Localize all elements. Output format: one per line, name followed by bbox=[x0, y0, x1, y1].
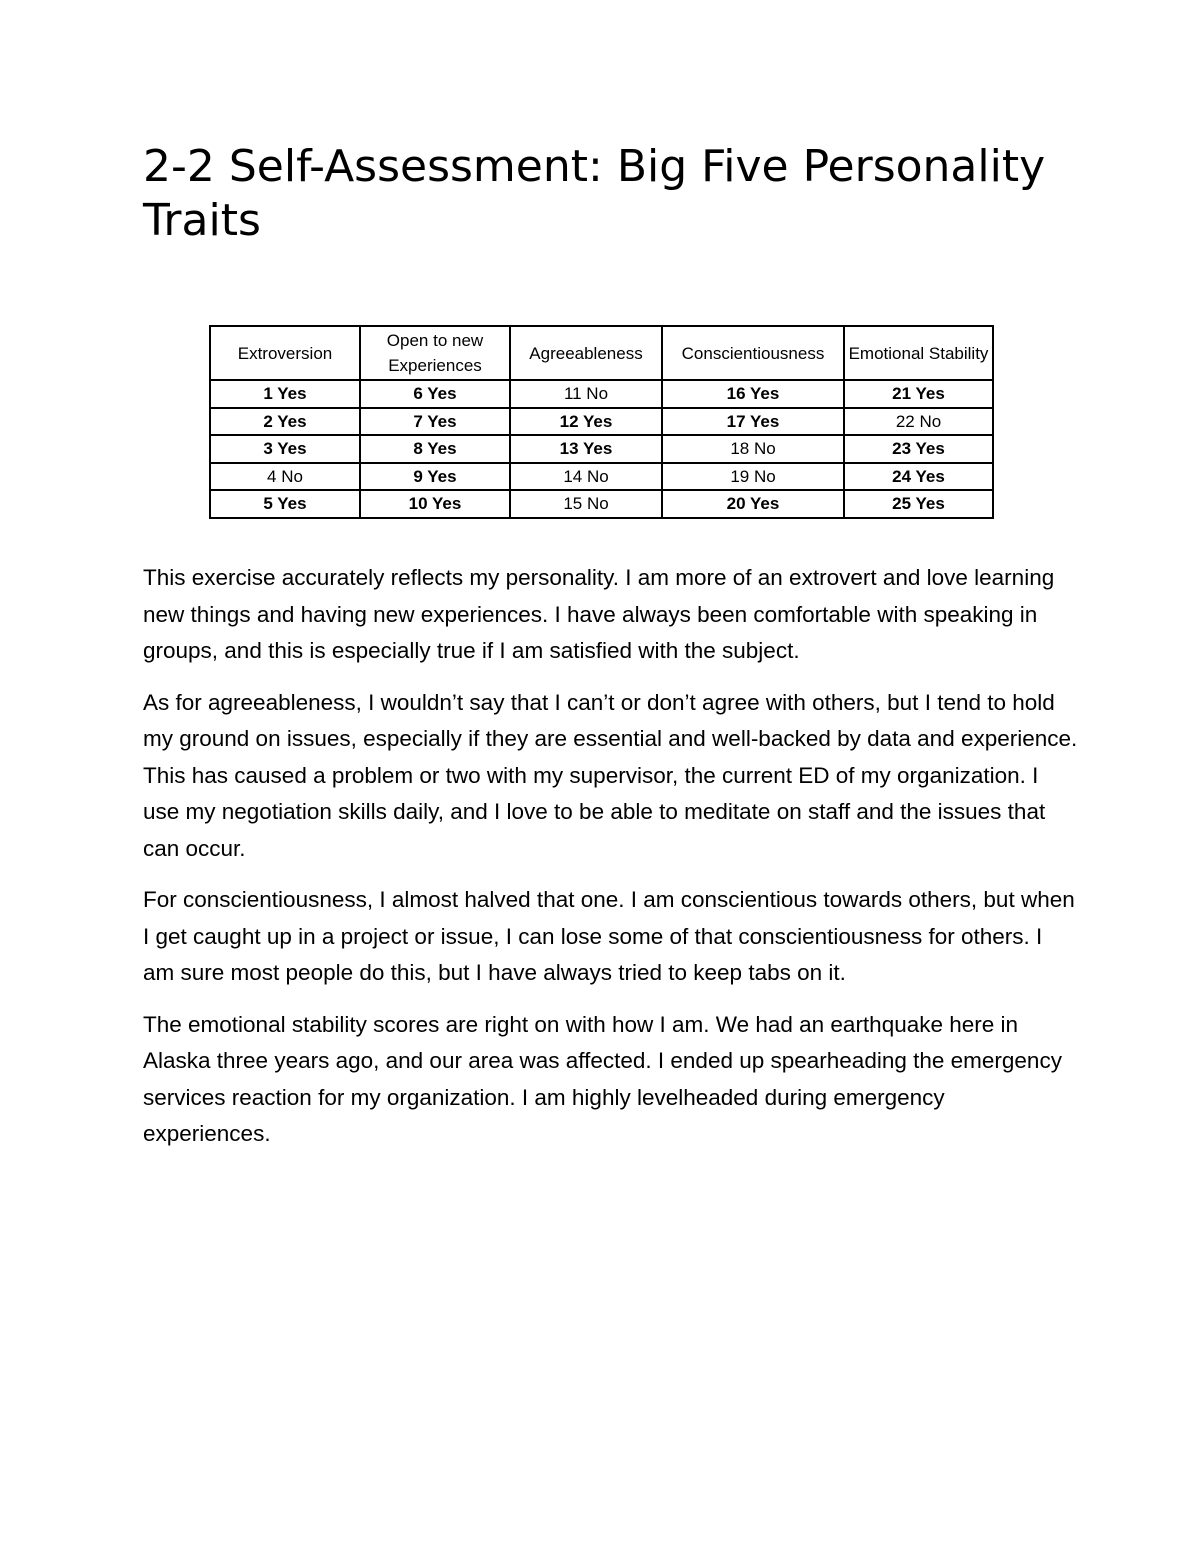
table-cell: 2 Yes bbox=[210, 408, 360, 436]
table-cell: 25 Yes bbox=[844, 490, 993, 518]
header-open-to-new-experiences: Open to new Experiences bbox=[360, 326, 510, 380]
table-cell: 13 Yes bbox=[510, 435, 662, 463]
table-cell: 21 Yes bbox=[844, 380, 993, 408]
table-cell: 5 Yes bbox=[210, 490, 360, 518]
paragraph-agreeableness: As for agreeableness, I wouldn’t say that I can’t or don’t agree with others, but I tend to hold my ground on issues, especially if they are essential and well-backed by data and experience. This has caused a problem or two with my supervisor, the current ED of my organization. I use my negotiation skills daily, and I love to be able to meditate on staff and the issues that can occur. bbox=[143, 689, 1078, 861]
table-cell: 17 Yes bbox=[662, 408, 844, 436]
table-cell: 19 No bbox=[662, 463, 844, 491]
header-conscientiousness: Conscientiousness bbox=[662, 326, 844, 380]
table-cell: 4 No bbox=[210, 463, 360, 491]
table-cell: 3 Yes bbox=[210, 435, 360, 463]
table-row bbox=[210, 463, 993, 491]
table-cell: 12 Yes bbox=[510, 408, 662, 436]
table-cell: 20 Yes bbox=[662, 490, 844, 518]
table-row bbox=[210, 490, 993, 518]
table-cell: 18 No bbox=[662, 435, 844, 463]
table-cell: 10 Yes bbox=[360, 490, 510, 518]
table-cell: 15 No bbox=[510, 490, 662, 518]
table-cell: 24 Yes bbox=[844, 463, 993, 491]
header-agreeableness: Agreeableness bbox=[510, 326, 662, 380]
paragraph-emotional-stability: The emotional stability scores are right on with how I am. We had an earthquake here in Alaska three years ago, and our area was affected. I ended up spearheading the emergency services reaction for my organization. I am highly levelheaded during emergency experiences. bbox=[143, 1011, 1062, 1146]
big-five-scores-table bbox=[209, 325, 994, 519]
table-cell: 14 No bbox=[510, 463, 662, 491]
table-cell: 16 Yes bbox=[662, 380, 844, 408]
table-cell: 9 Yes bbox=[360, 463, 510, 491]
table-header-row bbox=[210, 326, 993, 380]
paragraph-extroversion-openness: This exercise accurately reflects my personality. I am more of an extrovert and love learning new things and having new experiences. I have always been comfortable with speaking in groups, and this is especially true if I am satisfied with the subject. bbox=[143, 565, 1055, 663]
reflection-body bbox=[143, 560, 1078, 1168]
table-cell: 1 Yes bbox=[210, 380, 360, 408]
header-extroversion: Extroversion bbox=[210, 326, 360, 380]
table-cell: 8 Yes bbox=[360, 435, 510, 463]
header-emotional-stability: Emotional Stability bbox=[844, 326, 993, 380]
table-row bbox=[210, 435, 993, 463]
table-cell: 6 Yes bbox=[360, 380, 510, 408]
table-cell: 11 No bbox=[510, 380, 662, 408]
table-cell: 23 Yes bbox=[844, 435, 993, 463]
paragraph-conscientiousness: For conscientiousness, I almost halved that one. I am conscientious towards others, but when I get caught up in a project or issue, I can lose some of that conscientiousness for others. I am sure most people do this, but I have always tried to keep tabs on it. bbox=[143, 887, 1075, 985]
document-title: 2-2 Self-Assessment: Big Five Personality Traits bbox=[143, 141, 1046, 246]
table-cell: 22 No bbox=[844, 408, 993, 436]
table-cell: 7 Yes bbox=[360, 408, 510, 436]
table-row bbox=[210, 380, 993, 408]
table-row bbox=[210, 408, 993, 436]
